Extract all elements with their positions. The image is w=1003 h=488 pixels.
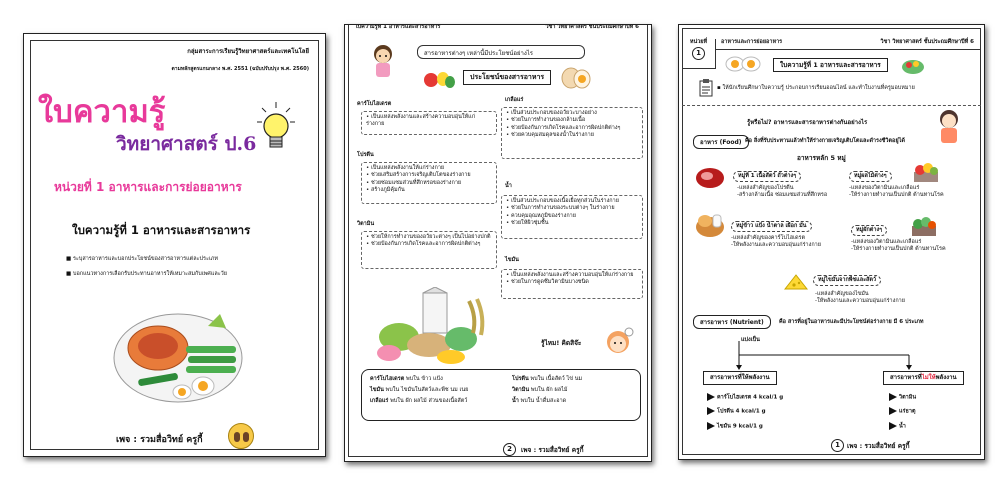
benefit-item: • ควบคุมอุณหภูมิของร่างกาย — [506, 212, 576, 219]
section-protein-label: โปรตีน — [357, 152, 374, 158]
section-water-box — [501, 195, 643, 239]
cover-page — [23, 33, 326, 457]
objective-item: ■ บอกแนวทางการเลือกรับประทานอาหารให้เหมาะสมกับเพศและวัย — [66, 271, 227, 278]
instruction-text: ▪ ให้นักเรียนศึกษาใบความรู้ ประกอบการเรียนออนไลน์ และทำใบงานที่ครูมอบหมาย — [717, 85, 915, 91]
section-carbohydrate-box — [361, 111, 497, 135]
food-group-fat: หมู่ไขมันจากพืชและสัตว์ — [813, 275, 881, 286]
eggs-icon — [559, 65, 593, 89]
girl-thinking-icon — [601, 327, 635, 361]
food-group-2: หมู่ข้าว แป้ง น้ำตาล เผือก มัน — [731, 221, 812, 232]
benefit-item: • สร้างภูมิคุ้มกัน — [366, 187, 405, 194]
benefit-item: • ช่วยควบคุมสมดุลของน้ำในร่างกาย — [506, 132, 594, 139]
energy-item: โปรตีน 4 kcal/1 g — [707, 407, 783, 415]
page-number: 2 — [503, 443, 516, 456]
objectives-list — [66, 256, 316, 279]
benefits-title: ประโยชน์ของสารอาหาร — [463, 70, 551, 85]
section-water-label: น้ำ — [505, 183, 512, 189]
salad-icon — [901, 55, 925, 75]
sheet-title: ใบความรู้ที่ 1 อาหารและสารอาหาร — [72, 223, 251, 237]
non-energy-item: แร่ธาตุ — [889, 407, 916, 415]
energy-nutrient-list — [707, 393, 783, 430]
food-group-fruit: หมู่ผลไม้ต่างๆ — [849, 171, 892, 182]
summary-row: เกลือแร่ พบใน ผัก ผลไม้ ส่วนของเนื้อสัตว์ — [370, 397, 468, 404]
benefit-item: • เป็นแหล่งพลังงานให้แก่ร่างกาย — [366, 165, 445, 171]
nutrient-term: สารอาหาร (Nutrient) — [693, 315, 771, 329]
food-group-2-desc: -แหล่งสำคัญของคาร์โบไฮเดรต -ให้พลังงานและความอบอุ่นแก่ร่างกาย — [731, 235, 821, 248]
non-energy-item: น้ำ — [889, 422, 916, 430]
food-group-1: หมู่ที่ 1 เนื้อสัตว์ ถั่วต่างๆ — [733, 171, 801, 182]
unit-badge — [682, 39, 716, 69]
arrow-right-icon — [707, 422, 715, 430]
fried-eggs-icon — [725, 55, 761, 73]
page-footer: เพจ : รวมสื่อวิทย์ ครูกี้ — [521, 446, 584, 454]
section-carbohydrate-label: คาร์โบไฮเดรต — [357, 101, 392, 107]
header-rule — [716, 49, 981, 50]
benefit-item: • ช่วยให้การทำงานของอวัยวะต่างๆ เป็นไปอย่างปกติ — [366, 234, 491, 240]
page-header-left: ใบความรู้ที่ 1 อาหารและสารอาหาร — [355, 24, 441, 30]
page-number: 1 — [831, 439, 844, 452]
cover-title-main: ใบความรู้ — [38, 94, 166, 130]
food-group-veg: หมู่ผักต่างๆ — [851, 225, 887, 236]
unit-number: 1 — [692, 47, 705, 60]
arrow-right-icon — [889, 422, 897, 430]
section-vitamin-box — [361, 231, 497, 269]
sheet-title: ใบความรู้ที่ 1 อาหารและสารอาหาร — [773, 58, 888, 72]
objective-item: ■ ระบุสารอาหารและบอกประโยชน์ของสารอาหารแต่ละประเภท — [66, 256, 219, 262]
page-footer: เพจ : รวมสื่อวิทย์ ครูกี้ — [847, 442, 910, 450]
food-nutrients-page — [678, 24, 985, 460]
org-name: กลุ่มสาระการเรียนรู้วิทยาศาสตร์และเทคโนโลยี — [187, 48, 309, 55]
unit-label: หน่วยที่ — [689, 39, 708, 45]
benefit-item: • ช่วยให้ผิวชุ่มชื้น — [506, 220, 549, 227]
speech-bubble: สารอาหารต่างๆ เหล่านี้มีประโยชน์อย่างไร — [417, 45, 585, 59]
summary-row: คาร์โบไฮเดรต พบใน ข้าว แป้ง — [370, 376, 443, 382]
split-label: แบ่งเป็น — [741, 337, 760, 343]
nutrient-definition: คือ สารที่อยู่ในอาหารและมีประโยชน์ต่อร่างกาย มี 6 ประเภท — [779, 319, 924, 325]
food-plate-illustration — [108, 306, 248, 406]
summary-row: วิตามิน พบใน ผัก ผลไม้ — [512, 386, 568, 393]
food-group-fruit-desc: -แหล่งของวิตามินและเกลือแร่ -ให้ร่างกายทำงานเป็นปกติ ต้านทานโรค — [849, 185, 944, 198]
non-energy-nutrient-list — [889, 393, 916, 430]
section-mineral-label: เกลือแร่ — [505, 97, 524, 103]
food-group-fat-desc: -แหล่งสำคัญของไขมัน -ให้พลังงานและความอบอุ่นแก่ร่างกาย — [815, 291, 905, 304]
question-text: รู้หรือไม่? อาหารและสารอาหารต่างกันอย่างไร — [747, 119, 868, 126]
split-connector — [699, 341, 939, 371]
girl-teacher-icon — [935, 109, 963, 145]
food-term: อาหาร (Food) — [693, 135, 749, 149]
energy-item: ไขมัน 9 kcal/1 g — [707, 422, 783, 430]
benefit-item: • ช่วยป้องกันการเกิดโรคและอาการผิดปกติต่างๆ — [366, 241, 481, 248]
benefit-item: • ช่วยในการดูดซึมวิตามินบางชนิด — [506, 279, 589, 286]
cover-footer: เพจ : รวมสื่อวิทย์ ครูกี้ — [116, 435, 203, 445]
section-protein-box — [361, 162, 497, 204]
arrow-right-icon — [889, 407, 897, 415]
section-fat-box — [501, 269, 643, 299]
non-energy-item: วิตามิน — [889, 393, 916, 401]
vegetable-basket-icon — [909, 215, 939, 237]
meat-icon — [695, 167, 725, 189]
curriculum-text: ตามหลักสูตรแกนกลาง พ.ศ. 2551 (ฉบับปรับปรุง พ.ศ. 2560) — [171, 66, 309, 72]
food-source-summary — [361, 369, 641, 421]
non-energy-nutrients-box: สารอาหารที่ไม่ให้พลังงาน — [883, 371, 964, 385]
benefit-item: • เป็นแหล่งพลังงานและสร้างความอบอุ่นให้แก่ร่างกาย — [366, 114, 476, 128]
girl-character-icon — [369, 43, 397, 81]
benefit-item: • ช่วยเสริมสร้างการเจริญเติบโตของร่างกาย — [366, 172, 471, 179]
food-group-1-desc: -แหล่งสำคัญของโปรตีน -สร้างกล้ามเนื้อ ซ่อมแซมส่วนที่สึกหรอ — [737, 185, 828, 198]
summary-row: โปรตีน พบใน เนื้อสัตว์ ไข่ นม — [512, 376, 583, 382]
section-divider — [682, 105, 981, 106]
food-groups-title: อาหารหลัก 5 หมู่ — [797, 154, 846, 162]
section-vitamin-label: วิตามิน — [357, 221, 375, 227]
bread-icon — [695, 211, 725, 239]
food-groceries-illustration — [369, 287, 497, 367]
benefit-item: • เป็นส่วนประกอบของอวัยวะบางอย่าง — [506, 110, 597, 116]
lightbulb-icon — [256, 100, 296, 156]
kids-logo-icon — [228, 423, 254, 449]
benefit-item: • ช่วยซ่อมแซมส่วนที่สึกหรอของร่างกาย — [366, 179, 462, 186]
page-header-right: วิชา วิทยาศาสตร์ ชั้นประถมศึกษาปีที่ 6 — [880, 39, 974, 45]
energy-item: คาร์โบไฮเดรต 4 kcal/1 g — [707, 393, 783, 401]
arrow-right-icon — [707, 407, 715, 415]
summary-row: น้ำ พบใน น้ำดื่มสะอาด — [512, 397, 567, 404]
section-mineral-box — [501, 107, 643, 159]
unit-title: หน่วยที่ 1 อาหารและการย่อยอาหาร — [54, 180, 242, 194]
benefit-item: • ช่วยในการทำงานของระบบต่างๆ ในร่างกาย — [506, 205, 615, 212]
energy-nutrients-box: สารอาหารที่ให้พลังงาน — [703, 371, 777, 385]
benefit-item: • ช่วยในการทำงานของกล้ามเนื้อ — [506, 117, 586, 124]
cover-title-sub: วิทยาศาสตร์ ป.6 — [116, 133, 257, 155]
unit-name: อาหารและการย่อยอาหาร — [721, 39, 783, 45]
fruit-basket-icon — [911, 161, 941, 183]
benefit-item: • เป็นส่วนประกอบของเนื้อเยื่อทุกส่วนในร่างกาย — [506, 198, 619, 204]
clipboard-icon — [699, 79, 713, 97]
benefit-item: • เป็นแหล่งพลังงานและสร้างความอบอุ่นให้แก่ร่างกาย — [506, 272, 634, 278]
benefit-item: • ช่วยป้องกันการเกิดโรคและอาการผิดปกติต่างๆ — [506, 124, 621, 131]
arrow-right-icon — [889, 393, 897, 401]
vegetables-icon — [423, 67, 455, 89]
arrow-right-icon — [707, 393, 715, 401]
tip-label: รู้ไหม! คิดสิจ๊ะ — [541, 339, 582, 347]
food-definition: คือ สิ่งที่รับประทานแล้วทำให้ร่างกายเจริญเติบโตและดำรงชีวิตอยู่ได้ — [745, 138, 905, 144]
butter-cheese-icon — [783, 271, 809, 293]
section-fat-label: ไขมัน — [505, 257, 519, 263]
page-header-right: วิชา วิทยาศาสตร์ ชั้นประถมศึกษาปีที่ 6 — [545, 24, 639, 30]
summary-row: ไขมัน พบใน ไขมันในสัตว์และพืช นม เนย — [370, 386, 469, 393]
benefits-page — [344, 24, 652, 462]
food-group-veg-desc: -แหล่งของวิตามินและเกลือแร่ -ให้ร่างกายทำงานเป็นปกติ ต้านทานโรค — [851, 239, 946, 252]
